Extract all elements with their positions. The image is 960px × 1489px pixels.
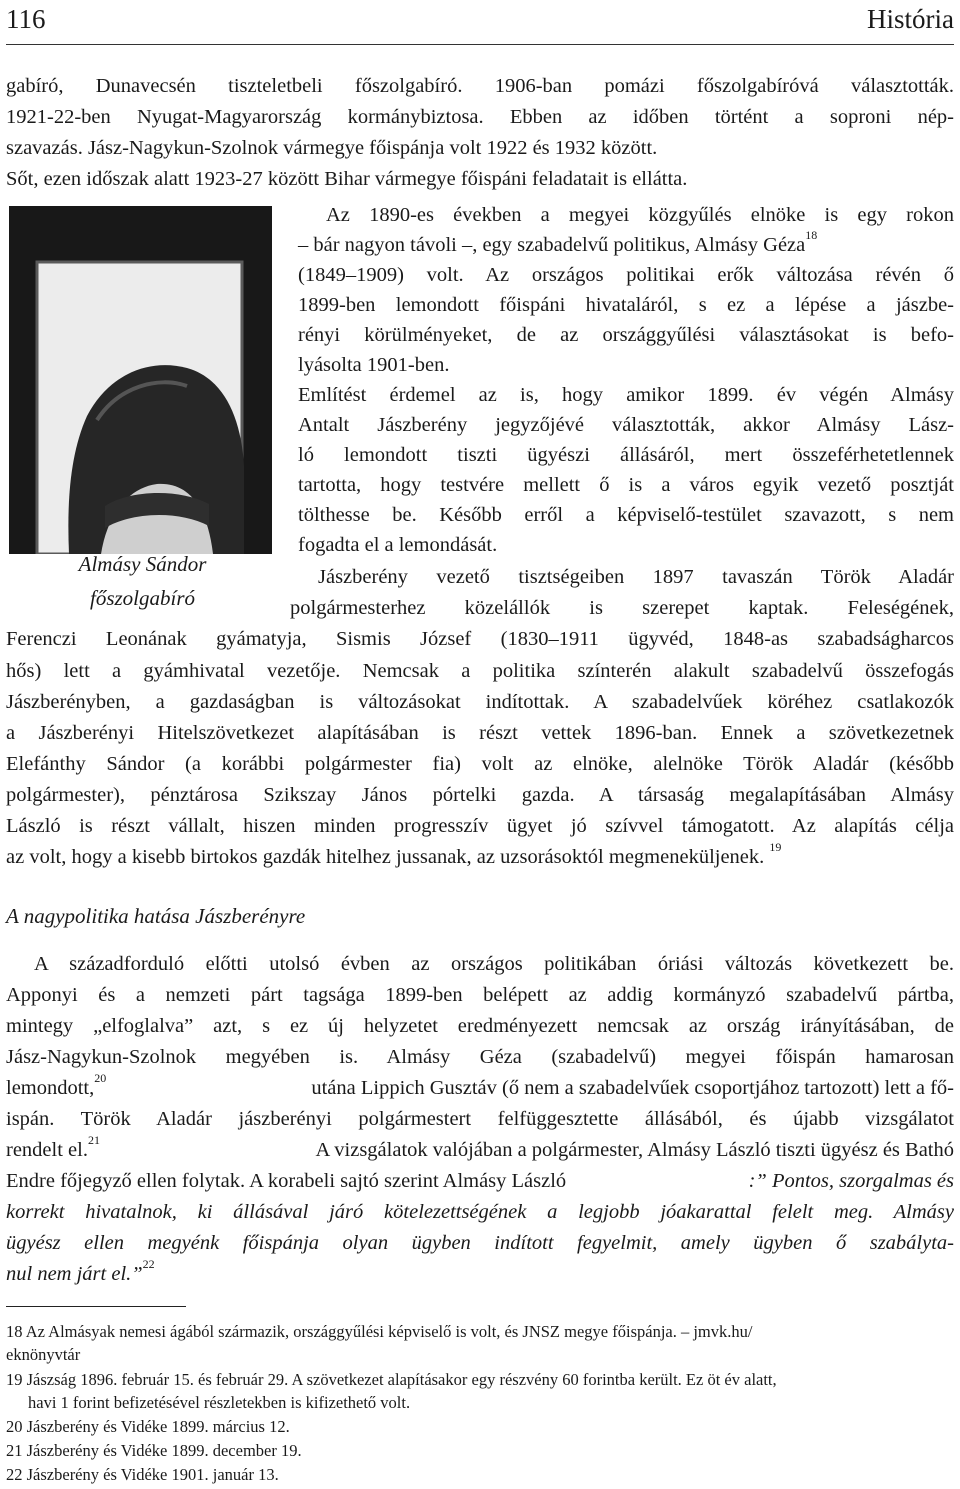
body-line: 1899-ben lemondott főispáni hivataláról, s ez a lépése a jászbe- <box>298 294 954 316</box>
body-line-text: A vizsgálatok valójában a polgármester, Almásy László tiszti ügyész és Bathó <box>315 1139 954 1161</box>
quote-text: nul nem járt el.” <box>6 1263 143 1285</box>
header-rule <box>6 44 954 45</box>
footnote-19-cont: havi 1 forint befizetésével részletekben is kifizethető volt. <box>28 1393 411 1412</box>
footnote-22: 22 Jászberény és Vidéke 1901. január 13. <box>6 1465 279 1484</box>
body-line: László is részt vállalt, hiszen minden progresszív ügyet jó szívvel támogatott. Az alapítás célja <box>6 815 954 837</box>
body-line <box>6 840 782 871</box>
footnote-18-cont: eknönyvtár <box>6 1345 81 1364</box>
footnote-ref-21: 21 <box>87 1133 100 1147</box>
body-line <box>6 1133 954 1164</box>
section-heading: A nagypolitika hatása Jászberényre <box>6 904 306 928</box>
footnote-19: 19 Jászság 1896. február 15. és február 29. A szövetkezet alapításakor egy részvény 60 forintba került. Ez öt év alatt, <box>6 1370 777 1389</box>
body-line: rényi körülményeket, de az országgyűlési választásokat is befo- <box>298 324 954 346</box>
body-line-fragment: lemondott, <box>6 1077 95 1099</box>
body-line-text: az volt, hogy a kisebb birtokos gazdák hitelhez jussanak, az uzsorásoktól megmeneküljenek. <box>6 846 765 868</box>
body-line: Említést érdemel az is, hogy amikor 1899. év végén Almásy <box>298 384 954 406</box>
body-line: ispán. Török Aladár jászberényi polgármestert felfüggesztette állásából, és újabb vizsgálatot <box>6 1108 954 1130</box>
body-line: Sőt, ezen időszak alatt 1923-27 között Bihar vármegye főispáni feladatait is ellátta. <box>6 168 688 190</box>
footnote-20: 20 Jászberény és Vidéke 1899. március 12. <box>6 1417 290 1436</box>
running-header <box>6 0 954 44</box>
body-line: Jász-Nagykun-Szolnok megyében is. Almásy Géza (szabadelvű) megyei főispán hamarosan <box>6 1046 954 1068</box>
body-line: (1849–1909) volt. Az országos politikai erők változása révén ő <box>298 264 954 286</box>
body-line: polgármester), pénztárosa Szikszay János pórtelki gazda. A társaság megalapításában Almásy <box>6 784 954 806</box>
footnote-ref-18: 18 <box>805 228 818 242</box>
body-line: tölthesse be. Később erről a képviselő-testület szavazott, s nem <box>298 504 954 526</box>
footnote-18: 18 Az Almásyak nemesi ágából származik, országgyűlési képviselő is volt, és JNSZ megye főispánja. – jmvk.hu/ <box>6 1322 753 1341</box>
body-line-text: utána Lippich Gusztáv (ő nem a szabadelvűek csoportjához tartozott) lett a fő- <box>311 1077 954 1099</box>
body-line: szavazás. Jász-Nagykun-Szolnok vármegye főispánja volt 1922 és 1932 között. <box>6 137 658 159</box>
footnote-ref-22: 22 <box>142 1257 155 1271</box>
body-line: mintegy „elfoglalva” azt, s ez új helyzetet eredményezett nemcsak az ország irányításában, de <box>6 1015 954 1037</box>
portrait-image <box>9 206 272 554</box>
body-line: Ferenczi Leonának gyámatyja, Sismis József (1830–1911 ügyvéd, 1848-as szabadságharcos <box>6 628 954 650</box>
body-line <box>6 1167 954 1195</box>
body-line <box>6 1071 954 1102</box>
body-line: polgármesterhez közelállók is szerepet kaptak. Feleségének, <box>290 597 954 619</box>
body-line: hős) lett a gyámhivatal vezetője. Nemcsak a politika színterén alakult szabadelvű összefogás <box>6 660 954 682</box>
body-line-fragment: rendelt el. <box>6 1139 88 1161</box>
body-line: Jászberény vezető tisztségeiben 1897 tavaszán Török Aladár <box>318 566 954 588</box>
body-line: Elefánthy Sándor (a korábbi polgármester fia) volt az elnöke, alelnöke Török Aladár (később <box>6 753 954 775</box>
quote-line: korrekt hivatalnok, ki állásával járó kötelezettségének a legjobb jóakarattal felelt meg. Almásy <box>6 1201 954 1223</box>
body-line-text: Endre főjegyző ellen folytak. A korabeli sajtó szerint Almásy László <box>6 1170 567 1192</box>
page-number: 116 <box>6 4 46 34</box>
body-line: tartotta, hogy testvére mellett ő is a város egyik vezető posztját <box>298 474 954 496</box>
footnote-ref-20: 20 <box>94 1071 107 1085</box>
body-line: Antalt Jászberény jegyzőjévé választották, akkor Almásy Lász- <box>298 414 954 436</box>
footnote-21: 21 Jászberény és Vidéke 1899. december 19. <box>6 1441 302 1460</box>
body-line: gabíró, Dunavecsén tiszteletbeli főszolgabíró. 1906-ban pomázi főszolgabíróvá választották. <box>6 75 954 97</box>
body-line: Jászberényben, a gazdaságban is változásokat indítottak. A szabadelvűek köréhez csatlakozók <box>6 691 954 713</box>
section-title: História <box>867 4 954 34</box>
body-line: 1921-22-ben Nyugat-Magyarország kormánybiztosa. Ebben az időben történt a soproni nép- <box>6 106 954 128</box>
photo-caption-title: főszolgabíró <box>89 586 196 610</box>
quote-line: ügyész ellen megyénk főispánja olyan ügyben indított fegyelmit, amely ügyben ő szabályta- <box>6 1232 954 1254</box>
body-line: lyásolta 1901-ben. <box>298 354 450 376</box>
photo-caption-name: Almásy Sándor <box>78 552 207 576</box>
quote-text: :” Pontos, szorgalmas és <box>748 1170 954 1192</box>
body-line-text <box>6 1071 107 1102</box>
body-line: a Jászberényi Hitelszövetkezet alapításában is részt vettek 1896-ban. Ennek a szövetkezetnek <box>6 722 954 744</box>
body-line: ló lemondott tiszti ügyészi állásáról, mert összeférhetetlennek <box>298 444 954 466</box>
footnote-ref-19: 19 <box>769 840 782 854</box>
quote-line <box>6 1257 155 1288</box>
body-line: fogadta el a lemondását. <box>298 534 498 556</box>
body-line: A századforduló előtti utolsó évben az országos politikában óriási változás következett be. <box>34 953 954 975</box>
portrait-photo <box>9 206 272 554</box>
body-line-text <box>6 1133 100 1164</box>
body-line <box>298 228 818 259</box>
body-line: Apponyi és a nemzeti párt tagsága 1899-ben belépett az addig kormányzó szabadelvű pártba, <box>6 984 954 1006</box>
body-line: Az 1890-es években a megyei közgyűlés elnöke is egy rokon <box>326 204 954 226</box>
body-line-text: – bár nagyon távoli –, egy szabadelvű politikus, Almásy Géza <box>298 234 806 256</box>
footnote-rule <box>6 1306 186 1307</box>
